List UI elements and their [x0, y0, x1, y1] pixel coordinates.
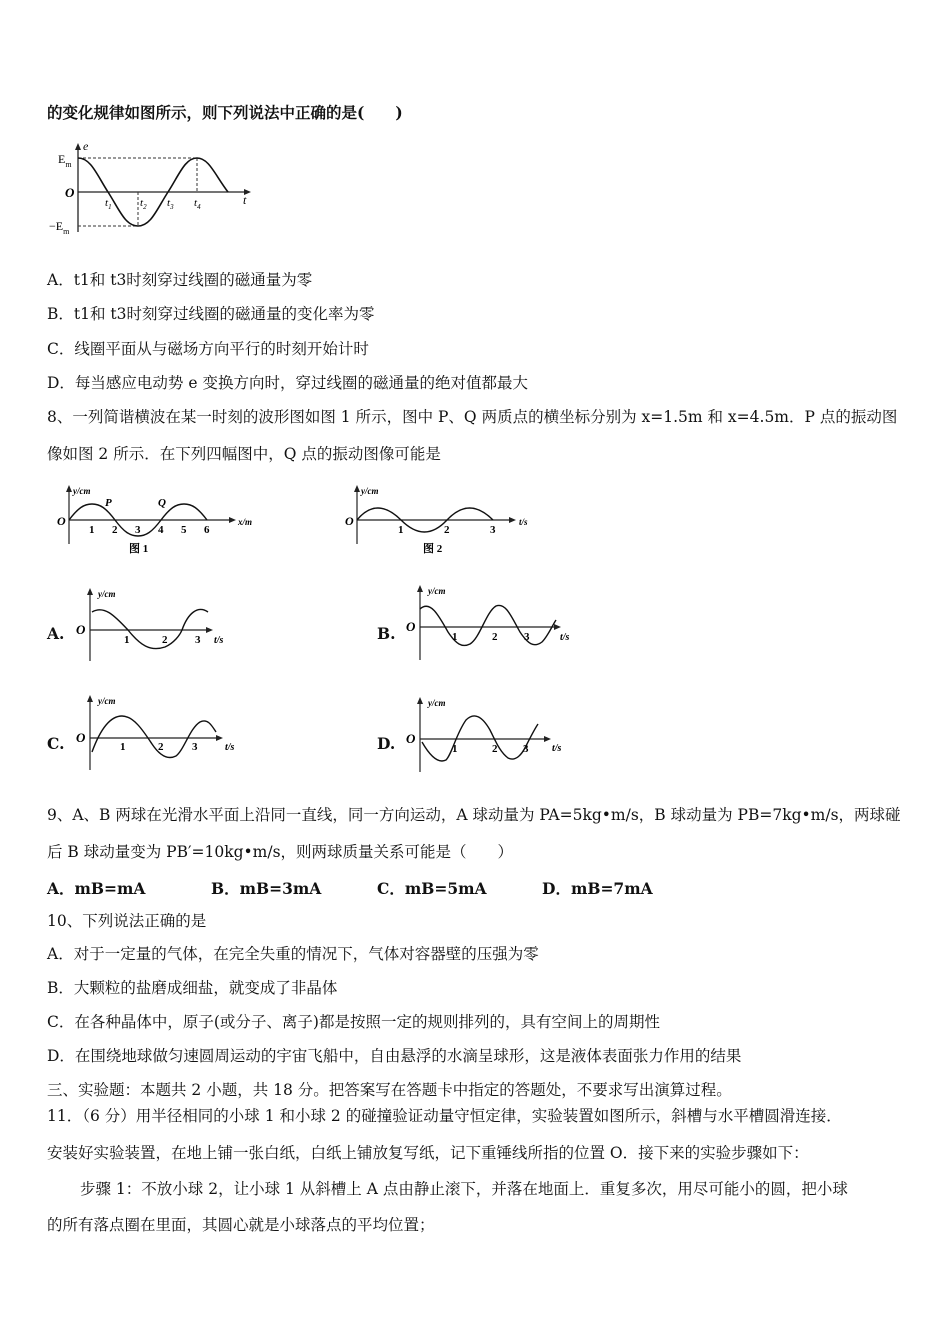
q7-stem: 的变化规律如图所示，则下列说法中正确的是( ) — [47, 103, 403, 122]
q8-choice-c-tick: 1 — [120, 741, 126, 753]
q8-choice-c-tick: 3 — [192, 741, 198, 753]
q8-choice-b-curve — [420, 605, 556, 645]
q8-choice-a-graph — [70, 585, 240, 665]
q7-option-a: A．t1和 t3时刻穿过线圈的磁通量为零 — [47, 271, 313, 289]
q8-choice-a-y-label: y/cm — [98, 589, 116, 599]
q8-choice-d-letter: D. — [377, 734, 396, 753]
q8-fig2-origin: O — [345, 514, 354, 528]
q11-line3: 步骤 1：不放小球 2，让小球 1 从斜槽上 A 点由静止滚下，并落在地面上．重复多次，用尽可能小的圆，把小球 — [80, 1180, 848, 1198]
q7-option-b: B．t1和 t3时刻穿过线圈的磁通量的变化率为零 — [47, 305, 375, 323]
q10-option-b: B．大颗粒的盐磨成细盐，就变成了非晶体 — [47, 979, 338, 997]
q9-option-d: D．mB=7mA — [542, 879, 653, 898]
q11-line1: 11．（6 分）用半径相同的小球 1 和小球 2 的碰撞验证动量守恒定律，实验装置如图所示，斜槽与水平槽圆滑连接． — [47, 1107, 842, 1125]
q8-choice-b-origin: O — [406, 619, 416, 634]
q8-choice-a-tick: 1 — [124, 634, 130, 646]
q8-choice-a-curve — [92, 609, 208, 648]
q9-stem-line1: 9、A、B 两球在光滑水平面上沿同一直线，同一方向运动，A 球动量为 PA=5kg•m/s，B 球动量为 PB=7kg•m/s，两球碰 — [47, 806, 901, 824]
q8-choice-a-x-label: t/s — [214, 635, 224, 646]
q7-option-c: C．线圈平面从与磁场方向平行的时刻开始计时 — [47, 340, 369, 358]
q9-option-b: B．mB=3mA — [211, 879, 322, 898]
q8-fig1-tick: 4 — [158, 524, 164, 536]
q8-fig1-tick: 5 — [181, 524, 187, 536]
q7-t-label: t — [243, 193, 247, 207]
q8-fig2-caption: 图 2 — [423, 543, 443, 555]
q8-choice-c-y-label: y/cm — [98, 696, 116, 706]
q8-choice-b-tick: 2 — [492, 631, 498, 643]
q9-option-a: A．mB=mA — [47, 879, 146, 898]
q8-choice-b-letter: B. — [377, 624, 396, 643]
q8-fig2-vibration-graph — [343, 482, 543, 557]
q8-choice-c-origin: O — [76, 730, 86, 745]
q7-emf-graph — [45, 140, 260, 240]
q7-neg-em-label: $-E_m$ — [49, 219, 70, 236]
q8-choice-b-tick: 3 — [524, 631, 530, 643]
q11-line2: 安装好实验装置，在地上铺一张白纸，白纸上铺放复写纸，记下重锤线所指的位置 O．接下来的实验步骤如下： — [47, 1144, 809, 1162]
q8-fig1-y-label: y/cm — [73, 486, 91, 496]
q8-choice-b-graph — [400, 582, 580, 662]
q7-option-d: D．每当感应电动势 e 变换方向时，穿过线圈的磁通量的绝对值都最大 — [47, 374, 528, 392]
q8-choice-c-graph — [70, 692, 250, 772]
q8-choice-c-letter: C. — [47, 734, 65, 753]
q10-option-c: C．在各种晶体中，原子(或分子、离子)都是按照一定的规则排列的，具有空间上的周期性 — [47, 1013, 660, 1031]
q8-choice-d-tick: 1 — [452, 743, 458, 755]
q8-stem-line2: 像如图 2 所示．在下列四幅图中，Q 点的振动图像可能是 — [47, 445, 441, 463]
q8-choice-d-origin: O — [406, 731, 416, 746]
q7-em-label: $E_m$ — [58, 152, 72, 169]
q9-stem-line2: 后 B 球动量变为 PB′=10kg•m/s，则两球质量关系可能是（ ） — [47, 843, 514, 861]
q8-choice-c-x-label: t/s — [225, 742, 235, 753]
q8-choice-b-x-label: t/s — [560, 632, 570, 643]
q8-choice-a-tick: 2 — [162, 634, 168, 646]
q7-t1-label: $t_1$ — [105, 197, 112, 211]
q8-choice-d-x-label: t/s — [552, 743, 562, 754]
q8-fig2-tick: 2 — [444, 524, 450, 536]
q10-option-d: D．在围绕地球做匀速圆周运动的宇宙飞船中，自由悬浮的水滴呈球形，这是液体表面张力作用的结果 — [47, 1047, 742, 1065]
q8-fig1-wave-graph — [55, 482, 270, 557]
q8-fig1-point-q: Q — [158, 497, 166, 509]
q7-t4-label: $t_4$ — [194, 197, 201, 211]
q8-fig2-tick: 1 — [398, 524, 404, 536]
q8-fig1-caption: 图 1 — [129, 543, 149, 555]
q8-choice-a-origin: O — [76, 622, 86, 637]
q8-fig1-origin: O — [57, 514, 66, 528]
q10-option-a: A．对于一定量的气体，在完全失重的情况下，气体对容器壁的压强为零 — [47, 945, 539, 963]
q8-fig2-tick: 3 — [490, 524, 496, 536]
q8-choice-b-tick: 1 — [452, 631, 458, 643]
q7-t3-label: $t_3$ — [167, 197, 174, 211]
section3-heading: 三、实验题：本题共 2 小题，共 18 分。把答案写在答题卡中指定的答题处，不要求写出演算过程。 — [47, 1081, 732, 1099]
q8-fig1-tick: 6 — [204, 524, 210, 536]
q8-choice-c-tick: 2 — [158, 741, 164, 753]
q8-fig1-tick: 1 — [89, 524, 95, 536]
q8-choice-a-letter: A. — [47, 624, 65, 643]
q7-y-label: e — [83, 140, 89, 153]
q8-fig1-point-p: P — [105, 497, 112, 509]
q8-fig1-tick: 3 — [135, 524, 141, 536]
q8-fig2-x-label: t/s — [519, 517, 528, 527]
q7-t2-label: $t_2$ — [140, 197, 147, 211]
q8-choice-d-tick: 2 — [492, 743, 498, 755]
q9-option-c: C．mB=5mA — [377, 879, 487, 898]
q8-fig1-x-label: x/m — [238, 517, 253, 527]
q8-choice-d-tick: 3 — [523, 743, 529, 755]
q8-fig1-tick: 2 — [112, 524, 118, 536]
q8-choice-d-y-label: y/cm — [428, 698, 446, 708]
q8-choice-a-tick: 3 — [195, 634, 201, 646]
q8-stem-line1: 8、一列简谐横波在某一时刻的波形图如图 1 所示，图中 P、Q 两质点的横坐标分别为 x=1.5m 和 x=4.5m．P 点的振动图 — [47, 408, 898, 426]
q8-choice-b-y-label: y/cm — [428, 586, 446, 596]
q8-choice-d-graph — [400, 694, 575, 774]
q11-line4: 的所有落点圈在里面，其圆心就是小球落点的平均位置； — [47, 1216, 435, 1234]
q7-origin: O — [65, 185, 75, 200]
q8-fig2-y-label: y/cm — [361, 486, 379, 496]
q10-stem: 10、下列说法正确的是 — [47, 912, 207, 930]
